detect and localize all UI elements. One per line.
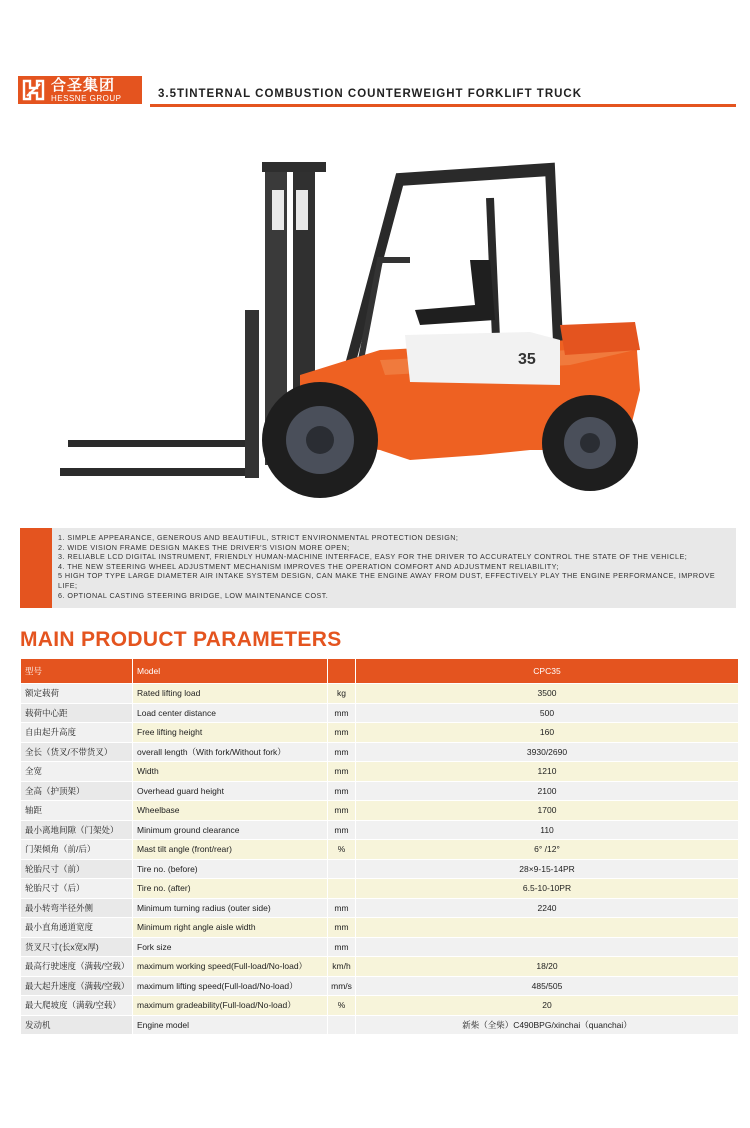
page-header (0, 70, 750, 110)
page-title: 3.5TINTERNAL COMBUSTION COUNTERWEIGHT FORKLIFT TRUCK (158, 88, 583, 100)
feature-item: 5 HIGH TOP TYPE LARGE DIAMETER AIR INTAKE SYSTEM DESIGN, CAN MAKE THE ENGINE AWAY FROM DUST, EFFECTIVELY PLAY THE ENGINE PERFORMANCE, IMPROVE LIFE; (58, 571, 716, 590)
cell-en: maximum working speed(Full-load/No-load） (133, 957, 328, 977)
cell-cn: 全长（货叉/不带货叉） (21, 742, 133, 762)
cell-en: Tire no. (before) (133, 859, 328, 879)
cell-en: Mast tilt angle (front/rear) (133, 840, 328, 860)
cell-cn: 最大起升速度（满载/空载） (21, 976, 133, 996)
cell-cn: 最小转弯半径外侧 (21, 898, 133, 918)
cell-cn: 全宽 (21, 762, 133, 782)
cell-value: 1210 (356, 762, 739, 782)
feature-item: 2. WIDE VISION FRAME DESIGN MAKES THE DRIVER'S VISION MORE OPEN; (58, 542, 350, 552)
table-row (21, 937, 739, 957)
table-row (21, 898, 739, 918)
brand-name-en: HESSNE GROUP (51, 93, 122, 103)
cell-en: overall length（With fork/Without fork） (133, 742, 328, 762)
cell-unit: mm (328, 820, 356, 840)
cell-value: 485/505 (356, 976, 739, 996)
cell-unit (328, 1015, 356, 1035)
cell-en: Width (133, 762, 328, 782)
brand-name-cn: 合圣集团 (51, 76, 116, 94)
cell-value (356, 937, 739, 957)
cell-en: Minimum ground clearance (133, 820, 328, 840)
table-row (21, 840, 739, 860)
cell-value: 2100 (356, 781, 739, 801)
cell-cn: 额定载荷 (21, 684, 133, 704)
cell-value: 160 (356, 723, 739, 743)
cell-cn: 发动机 (21, 1015, 133, 1035)
cell-cn: 最小离地间隙（门架处） (21, 820, 133, 840)
cell-unit: mm (328, 723, 356, 743)
feature-item: 4. THE NEW STEERING WHEEL ADJUSTMENT MECHANISM IMPROVES THE OPERATION COMFORT AND ADJUSTMENT RELIABILITY; (58, 561, 559, 571)
cell-cn: 轮胎尺寸（后） (21, 879, 133, 899)
cell-value: 2240 (356, 898, 739, 918)
cell-unit: mm (328, 703, 356, 723)
table-row (21, 801, 739, 821)
feature-item: 1. SIMPLE APPEARANCE, GENEROUS AND BEAUTIFUL, STRICT ENVIRONMENTAL PROTECTION DESIGN; (58, 533, 459, 542)
table-header-row (21, 659, 739, 684)
feature-item: 3. RELIABLE LCD DIGITAL INSTRUMENT, FRIENDLY HUMAN-MACHINE INTERFACE, EASY FOR THE DRIVER TO ACCURATELY CONTROL THE STATE OF THE VEHICLE; (58, 552, 688, 562)
cell-en: Overhead guard height (133, 781, 328, 801)
header-cell-cn: 型号 (21, 659, 133, 684)
cell-unit (328, 879, 356, 899)
cell-value: 3930/2690 (356, 742, 739, 762)
table-row (21, 742, 739, 762)
features-panel (20, 528, 736, 608)
cell-unit: mm (328, 937, 356, 957)
cell-en: Rated lifting load (133, 684, 328, 704)
cell-value: 500 (356, 703, 739, 723)
cell-en: Tire no. (after) (133, 879, 328, 899)
cell-value: 6.5-10-10PR (356, 879, 739, 899)
header-cell-value: CPC35 (356, 659, 739, 684)
cell-unit: mm (328, 781, 356, 801)
cell-en: Load center distance (133, 703, 328, 723)
forklift-image (50, 150, 650, 510)
cell-cn: 最小直角通道宽度 (21, 918, 133, 938)
cell-unit: mm (328, 762, 356, 782)
cell-cn: 轴距 (21, 801, 133, 821)
cell-en: maximum lifting speed(Full-load/No-load） (133, 976, 328, 996)
model-badge: 35 (518, 351, 536, 368)
header-divider (150, 104, 736, 107)
cell-value: 新柴（全柴）C490BPG/xinchai（quanchai） (356, 1015, 739, 1035)
cell-unit: mm (328, 898, 356, 918)
header-cell-unit (328, 659, 356, 684)
header-cell-en: Model (133, 659, 328, 684)
table-row (21, 723, 739, 743)
cell-unit: mm (328, 918, 356, 938)
cell-unit (328, 859, 356, 879)
cell-unit: mm/s (328, 976, 356, 996)
cell-value: 110 (356, 820, 739, 840)
cell-cn: 轮胎尺寸（前） (21, 859, 133, 879)
cell-unit: % (328, 996, 356, 1016)
cell-en: Free lifting height (133, 723, 328, 743)
cell-en: Minimum right angle aisle width (133, 918, 328, 938)
feature-item: 6. OPTIONAL CASTING STEERING BRIDGE, LOW MAINTENANCE COST. (58, 590, 329, 600)
cell-en: Engine model (133, 1015, 328, 1035)
cell-value: 1700 (356, 801, 739, 821)
cell-cn: 载荷中心距 (21, 703, 133, 723)
cell-value: 20 (356, 996, 739, 1016)
cell-en: maximum gradeability(Full-load/No-load） (133, 996, 328, 1016)
table-row (21, 684, 739, 704)
parameters-table (20, 658, 739, 1035)
cell-value: 6° /12° (356, 840, 739, 860)
cell-cn: 自由起升高度 (21, 723, 133, 743)
table-row (21, 957, 739, 977)
features-accent-bar (20, 528, 52, 608)
cell-unit: kg (328, 684, 356, 704)
cell-unit: % (328, 840, 356, 860)
table-row (21, 703, 739, 723)
cell-unit: mm (328, 801, 356, 821)
cell-unit: mm (328, 742, 356, 762)
cell-cn: 最高行驶速度（满载/空载） (21, 957, 133, 977)
cell-cn: 门架倾角（前/后） (21, 840, 133, 860)
cell-en: Minimum turning radius (outer side) (133, 898, 328, 918)
cell-value: 18/20 (356, 957, 739, 977)
features-list (52, 528, 736, 608)
table-row (21, 879, 739, 899)
cell-cn: 全高（护顶架） (21, 781, 133, 801)
cell-en: Fork size (133, 937, 328, 957)
brand-mark-icon (21, 78, 47, 102)
table-row (21, 918, 739, 938)
table-row (21, 820, 739, 840)
table-row (21, 859, 739, 879)
cell-en: Wheelbase (133, 801, 328, 821)
cell-value: 28×9-15-14PR (356, 859, 739, 879)
brand-logo (18, 76, 142, 104)
table-row (21, 781, 739, 801)
cell-cn: 货叉尺寸(长x宽x厚) (21, 937, 133, 957)
table-row (21, 996, 739, 1016)
table-row (21, 762, 739, 782)
cell-value: 3500 (356, 684, 739, 704)
cell-unit: km/h (328, 957, 356, 977)
table-row (21, 1015, 739, 1035)
cell-cn: 最大爬坡度（满载/空载） (21, 996, 133, 1016)
cell-value (356, 918, 739, 938)
parameters-title: MAIN PRODUCT PARAMETERS (20, 628, 342, 651)
table-row (21, 976, 739, 996)
